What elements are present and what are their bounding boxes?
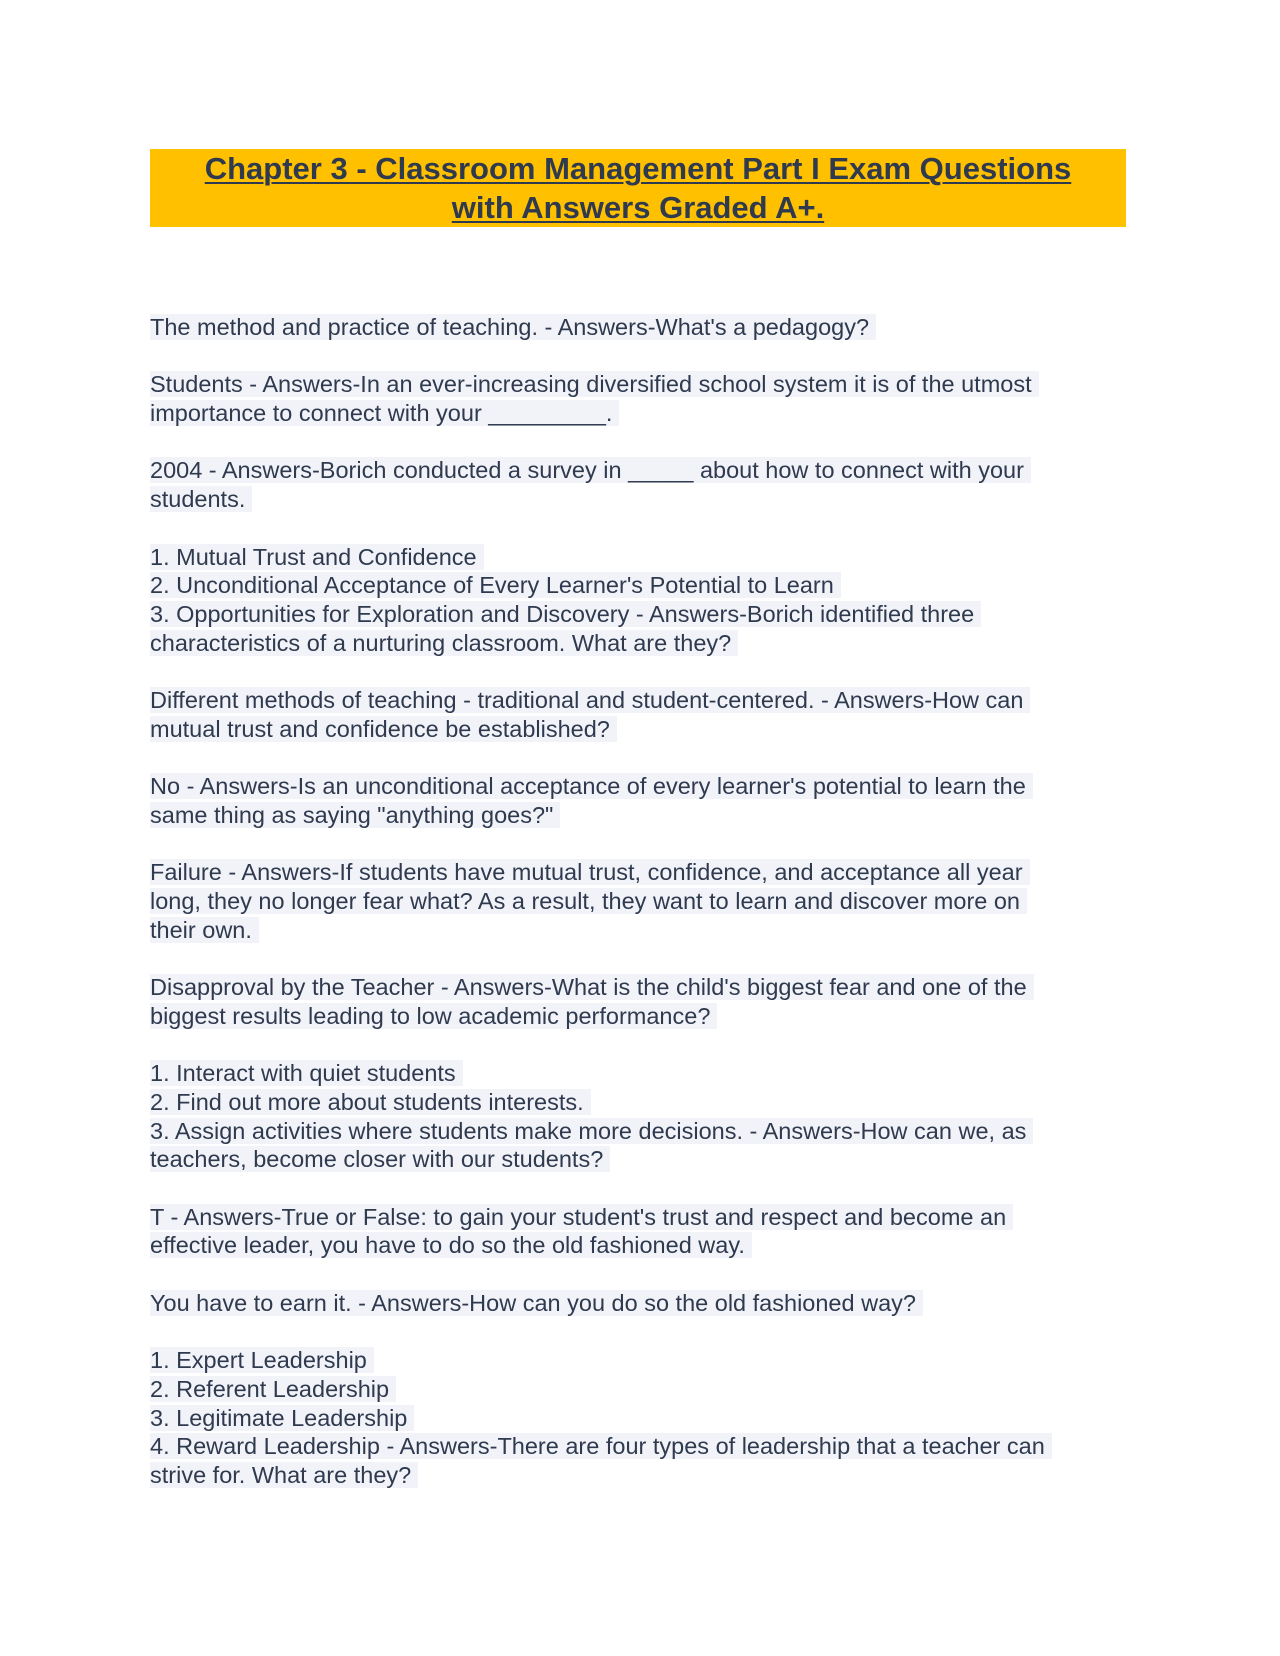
qa-line: [150, 772, 1130, 801]
qa-line: [150, 629, 1130, 658]
qa-line-text: effective leader, you have to do so the old fashioned way.: [150, 1232, 752, 1258]
qa-line: [150, 543, 1130, 572]
qa-line-text: long, they no longer fear what? As a result, they want to learn and discover more on: [150, 888, 1027, 914]
qa-line-text: 3. Opportunities for Exploration and Discovery - Answers-Borich identified three: [150, 601, 981, 627]
qa-item: [150, 686, 1130, 743]
qa-line-text: Different methods of teaching - traditional and student-centered. - Answers-How can: [150, 687, 1030, 713]
qa-line: [150, 1346, 1130, 1375]
qa-line: [150, 973, 1130, 1002]
qa-line-text: No - Answers-Is an unconditional acceptance of every learner's potential to learn the: [150, 773, 1033, 799]
qa-line: [150, 801, 1130, 830]
qa-line-text: teachers, become closer with our students?: [150, 1146, 610, 1172]
qa-line-text: Disapproval by the Teacher - Answers-What is the child's biggest fear and one of the: [150, 974, 1034, 1000]
qa-line: [150, 1375, 1130, 1404]
qa-item: [150, 370, 1130, 427]
qa-item: [150, 456, 1130, 513]
page-title-line-2: with Answers Graded A+.: [451, 190, 825, 225]
qa-line-text: 2004 - Answers-Borich conducted a survey in _____ about how to connect with your: [150, 457, 1031, 483]
qa-line: [150, 686, 1130, 715]
qa-item: [150, 313, 1130, 342]
qa-line: [150, 456, 1130, 485]
qa-item: [150, 1203, 1130, 1260]
qa-line-text: 2. Unconditional Acceptance of Every Learner's Potential to Learn: [150, 572, 841, 598]
qa-list: [150, 313, 1130, 1518]
qa-line: [150, 1289, 1130, 1318]
qa-line-text: The method and practice of teaching. - Answers-What's a pedagogy?: [150, 314, 876, 340]
qa-line: [150, 1461, 1130, 1490]
qa-line: [150, 1059, 1130, 1088]
qa-item: [150, 543, 1130, 658]
qa-line: [150, 1231, 1130, 1260]
qa-line-text: their own.: [150, 917, 259, 943]
qa-line-text: characteristics of a nurturing classroom. What are they?: [150, 630, 738, 656]
qa-item: [150, 1059, 1130, 1174]
qa-line: [150, 370, 1130, 399]
qa-line-text: strive for. What are they?: [150, 1462, 418, 1488]
qa-line: [150, 887, 1130, 916]
qa-line: [150, 858, 1130, 887]
qa-line: [150, 600, 1130, 629]
qa-item: [150, 858, 1130, 944]
qa-line-text: 2. Find out more about students interests.: [150, 1089, 591, 1115]
qa-line-text: 3. Legitimate Leadership: [150, 1405, 414, 1431]
qa-line: [150, 1203, 1130, 1232]
qa-line-text: 3. Assign activities where students make more decisions. - Answers-How can we, as: [150, 1118, 1033, 1144]
qa-line-text: 2. Referent Leadership: [150, 1376, 396, 1402]
qa-item: [150, 1289, 1130, 1318]
qa-line-text: same thing as saying "anything goes?": [150, 802, 560, 828]
qa-line: [150, 1432, 1130, 1461]
qa-line: [150, 1117, 1130, 1146]
qa-line-text: students.: [150, 486, 252, 512]
qa-line: [150, 571, 1130, 600]
qa-line-text: You have to earn it. - Answers-How can you do so the old fashioned way?: [150, 1290, 923, 1316]
qa-line: [150, 1088, 1130, 1117]
qa-line: [150, 916, 1130, 945]
qa-item: [150, 772, 1130, 829]
qa-line: [150, 715, 1130, 744]
qa-line-text: 4. Reward Leadership - Answers-There are four types of leadership that a teacher can: [150, 1433, 1052, 1459]
qa-line-text: 1. Interact with quiet students: [150, 1060, 463, 1086]
qa-line: [150, 1145, 1130, 1174]
qa-line: [150, 485, 1130, 514]
qa-line-text: 1. Mutual Trust and Confidence: [150, 544, 484, 570]
qa-line: [150, 313, 1130, 342]
qa-line-text: T - Answers-True or False: to gain your student's trust and respect and become an: [150, 1204, 1013, 1230]
qa-line-text: importance to connect with your _________.: [150, 400, 619, 426]
qa-line: [150, 1404, 1130, 1433]
title-banner: [150, 149, 1126, 227]
qa-line: [150, 1002, 1130, 1031]
qa-item: [150, 973, 1130, 1030]
page-title-line-1: Chapter 3 - Classroom Management Part I Exam Questions: [204, 151, 1072, 186]
qa-line-text: Students - Answers-In an ever-increasing diversified school system it is of the utmost: [150, 371, 1039, 397]
qa-line-text: Failure - Answers-If students have mutual trust, confidence, and acceptance all year: [150, 859, 1030, 885]
qa-line-text: 1. Expert Leadership: [150, 1347, 374, 1373]
qa-line-text: mutual trust and confidence be established?: [150, 716, 617, 742]
qa-line: [150, 399, 1130, 428]
qa-item: [150, 1346, 1130, 1490]
qa-line-text: biggest results leading to low academic performance?: [150, 1003, 717, 1029]
